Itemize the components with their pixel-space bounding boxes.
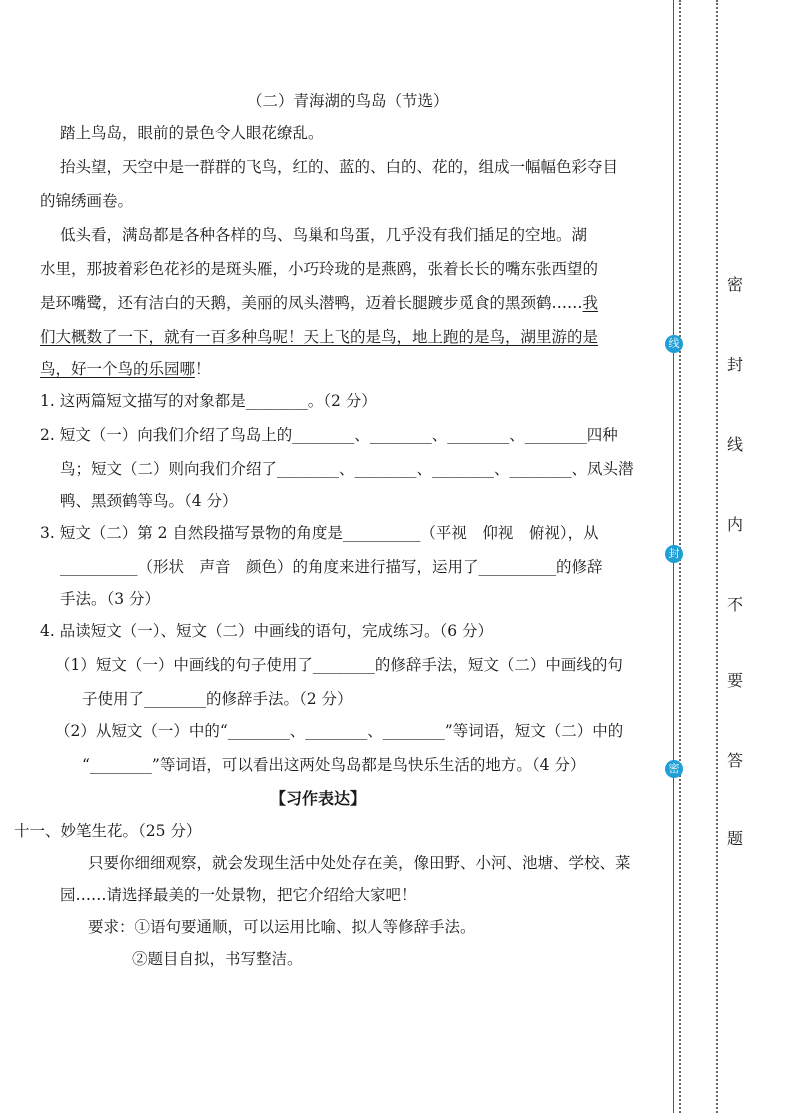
seal-text-char: 要 <box>726 671 743 690</box>
writing-requirement-2: ②题目自拟，书写整洁。 <box>132 950 303 968</box>
margin-marker: 密 <box>665 760 683 778</box>
question-11: 十一、妙笔生花。（25 分） <box>14 822 202 840</box>
section-title-writing: 【习作表达】 <box>270 789 367 808</box>
margin-marker: 线 <box>665 335 683 353</box>
passage-paragraph-2-line-2: 的锦绣画卷。 <box>40 192 134 210</box>
passage-paragraph-3-line-3 <box>40 292 598 314</box>
question-3-line-1: 3. 短文（二）第 2 自然段描写景物的角度是__________（平视 仰视 俯视），从 <box>40 524 599 542</box>
margin-marker: 封 <box>665 545 683 563</box>
underlined-sentence: 我 <box>582 294 599 312</box>
question-4-1-line-2: 子使用了________的修辞手法。（2 分） <box>82 690 353 708</box>
passage-title: （二）青海湖的鸟岛（节选） <box>247 92 449 110</box>
seal-text-char: 密 <box>726 275 743 294</box>
seal-text-char: 线 <box>726 435 743 454</box>
seal-text-char: 答 <box>726 751 743 770</box>
question-3-line-2: __________（形状 声音 颜色）的角度来进行描写，运用了__________的修辞 <box>60 558 603 576</box>
question-4-2-line-2: “________”等词语，可以看出这两处鸟岛都是鸟快乐生活的地方。（4 分） <box>82 756 586 774</box>
writing-prompt-line-2: 园……请选择最美的一处景物，把它介绍给大家吧！ <box>60 886 417 904</box>
seal-text-char: 内 <box>726 515 743 534</box>
text-segment: 是环嘴鹭，还有洁白的天鹅，美丽的凤头潜鸭，迈着长腿踱步觅食的黑颈鹤…… <box>40 294 583 312</box>
question-2-line-3: 鸭、黑颈鹤等鸟。（4 分） <box>60 492 238 510</box>
text-segment: ！ <box>195 360 211 378</box>
margin-dotted-line <box>716 0 718 1113</box>
passage-paragraph-3-line-1: 低头看，满岛都是各种各样的鸟、鸟巢和鸟蛋，几乎没有我们插足的空地。湖 <box>60 226 588 244</box>
passage-paragraph-3-line-2: 水里，那披着彩色花衫的是斑头雁，小巧玲珑的是燕鸥，张着长长的嘴东张西望的 <box>40 260 599 278</box>
question-2-line-2: 鸟；短文（二）则向我们介绍了________、________、________、________、凤头潜 <box>60 460 634 478</box>
underlined-sentence-line-2: 们大概数了一下，就有一百多种鸟呢！天上飞的是鸟，地上跑的是鸟，湖里游的是 <box>40 328 599 346</box>
question-1: 1. 这两篇短文描写的对象都是________。（2 分） <box>40 392 377 410</box>
question-4-2-line-1: （2）从短文（一）中的“________、________、________”等词语，短文（二）中的 <box>55 722 624 740</box>
passage-paragraph-3-line-5 <box>40 358 211 380</box>
question-2-line-1: 2. 短文（一）向我们介绍了鸟岛上的________、________、________、________四种 <box>40 426 618 444</box>
question-3-line-3: 手法。（3 分） <box>60 590 161 608</box>
seal-text-char: 题 <box>726 829 743 848</box>
question-4-1-line-1: （1）短文（一）中画线的句子使用了________的修辞手法，短文（二）中画线的句 <box>55 656 623 674</box>
underlined-sentence-end: 鸟，好一个鸟的乐园哪 <box>40 360 196 378</box>
passage-paragraph-1: 踏上鸟岛，眼前的景色令人眼花缭乱。 <box>60 124 324 142</box>
writing-requirement-1: 要求：①语句要通顺，可以运用比喻、拟人等修辞手法。 <box>88 918 476 936</box>
writing-prompt-line-1: 只要你细细观察，就会发现生活中处处存在美，像田野、小河、池塘、学校、菜 <box>88 854 631 872</box>
seal-text-char: 封 <box>726 355 743 374</box>
seal-text-char: 不 <box>726 595 743 614</box>
passage-paragraph-2-line-1: 抬头望，天空中是一群群的飞鸟，红的、蓝的、白的、花的，组成一幅幅色彩夺目 <box>60 158 619 176</box>
question-4: 4. 品读短文（一）、短文（二）中画线的语句，完成练习。（6 分） <box>40 622 494 640</box>
